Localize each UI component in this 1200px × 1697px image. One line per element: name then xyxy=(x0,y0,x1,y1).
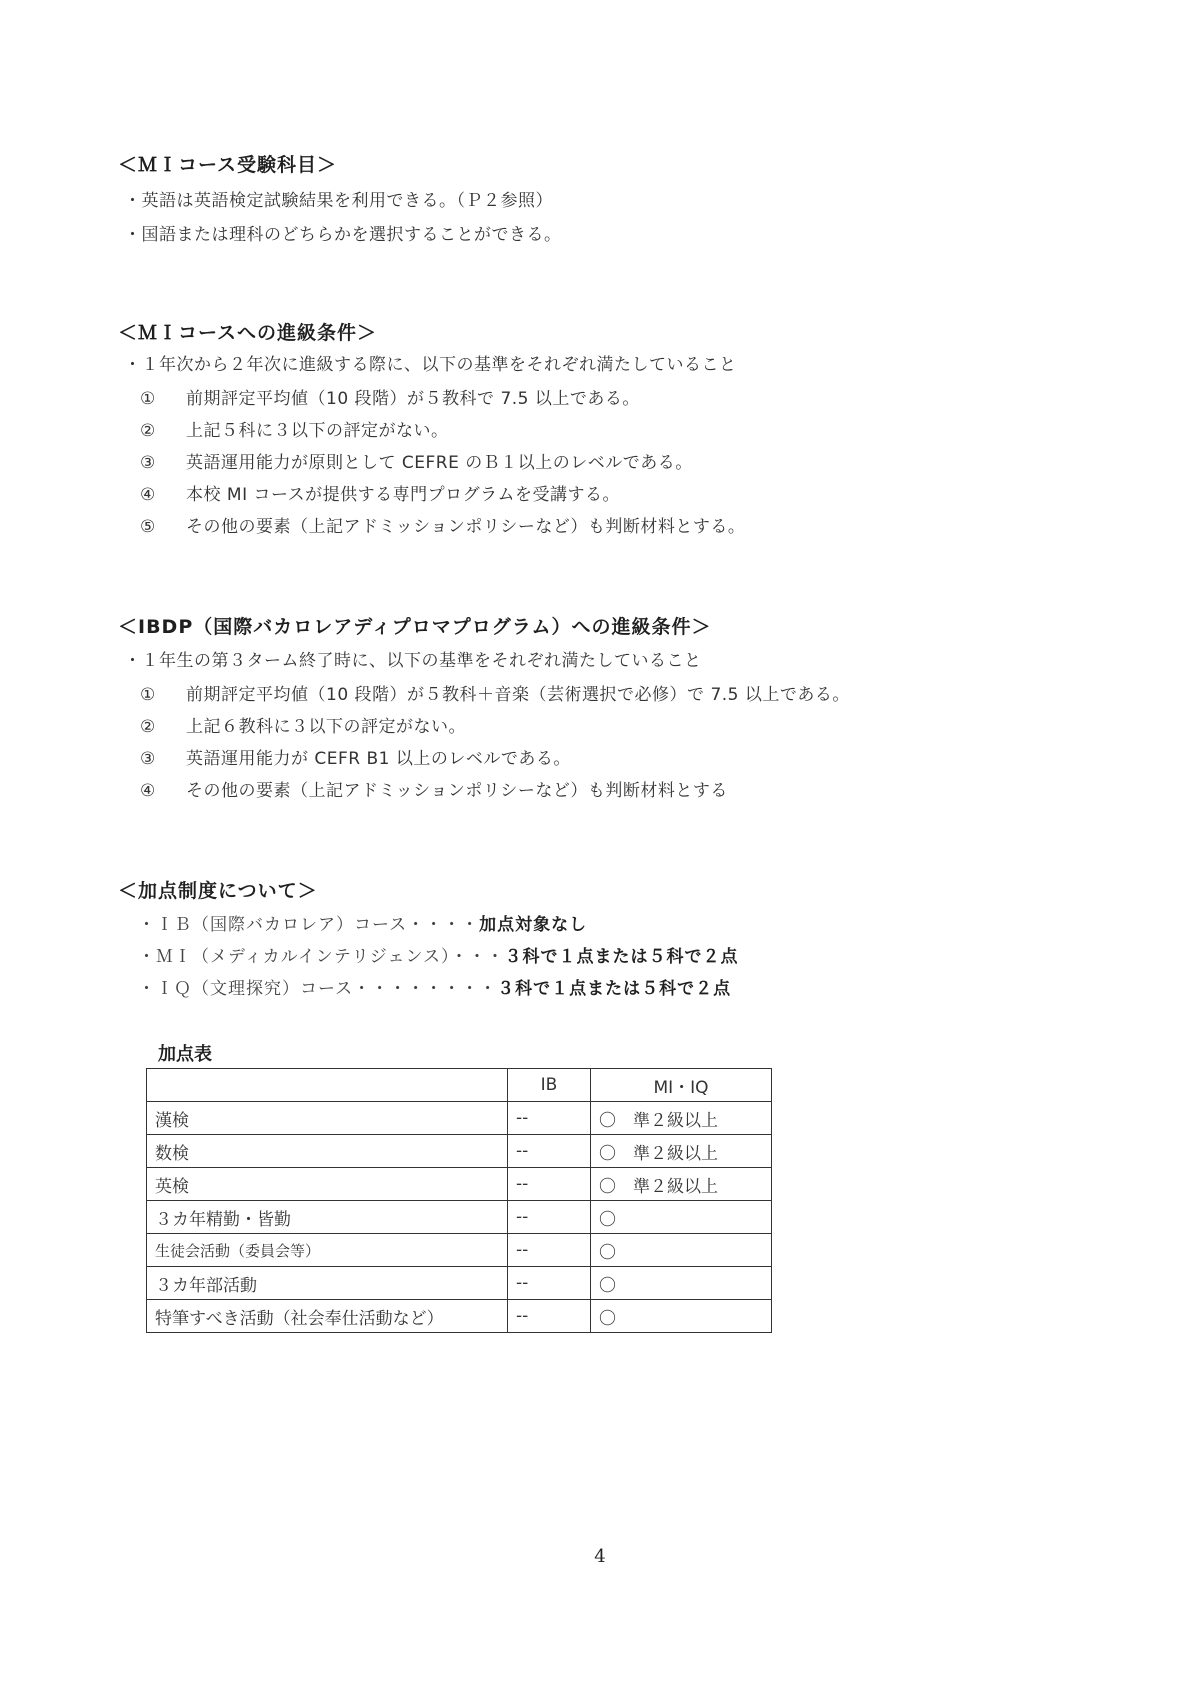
mi-promotion-heading: ＜ＭＩコースへの進級条件＞ xyxy=(118,322,378,344)
page-number: 4 xyxy=(594,1546,606,1567)
table-row xyxy=(147,1168,772,1201)
mi-promotion-item-1 xyxy=(140,384,640,409)
mi-promotion-item-2 xyxy=(140,416,449,441)
bonus-value: 加点対象なし xyxy=(479,915,588,935)
table-row xyxy=(147,1201,772,1234)
table-row xyxy=(147,1135,772,1168)
item-text: 英語運用能力が CEFR B1 以上のレベルである。 xyxy=(186,749,571,769)
bonus-label: ・ＩＱ（文理探究）コース・・・・・・・・ xyxy=(138,979,498,999)
item-text: 前期評定平均値（10 段階）が５教科で 7.5 以上である。 xyxy=(186,389,640,409)
table-cell-mi-iq: 〇 xyxy=(591,1267,772,1300)
table-cell-item: ３カ年部活動 xyxy=(147,1267,508,1300)
item-number: ③ xyxy=(140,453,156,473)
table-cell-item: 英検 xyxy=(147,1168,508,1201)
ibdp-promotion-intro: ・１年生の第３ターム終了時に、以下の基準をそれぞれ満たしていること xyxy=(124,651,702,671)
mi-subjects-heading: ＜ＭＩコース受験科目＞ xyxy=(118,154,338,176)
item-text: 上記６教科に３以下の評定がない。 xyxy=(186,717,466,737)
table-cell-mi-iq: 〇 準２級以上 xyxy=(591,1168,772,1201)
header-cell-mi-iq: MI・IQ xyxy=(591,1069,772,1102)
item-number: ④ xyxy=(140,485,156,505)
table-cell-mi-iq: 〇 xyxy=(591,1300,772,1333)
table-cell-item: 数検 xyxy=(147,1135,508,1168)
item-number: ⑤ xyxy=(140,517,156,537)
bonus-line-ib xyxy=(138,910,587,935)
table-cell-mi-iq: 〇 準２級以上 xyxy=(591,1135,772,1168)
bonus-value: ３科で１点または５科で２点 xyxy=(504,947,739,967)
table-cell-mi-iq: 〇 準２級以上 xyxy=(591,1102,772,1135)
table-row xyxy=(147,1300,772,1333)
bonus-line-mi xyxy=(138,942,738,967)
table-cell-ib: -- xyxy=(508,1201,591,1234)
header-cell-ib: IB xyxy=(508,1069,591,1102)
item-number: ④ xyxy=(140,781,156,801)
table-cell-ib: -- xyxy=(508,1168,591,1201)
mi-subjects-line-1: ・英語は英語検定試験結果を利用できる。（Ｐ２参照） xyxy=(124,191,553,211)
item-text: 上記５科に３以下の評定がない。 xyxy=(186,421,449,441)
item-number: ① xyxy=(140,389,156,409)
bonus-label: ・ＭＩ（メディカルインテリジェンス）・・・ xyxy=(138,947,505,967)
item-text: 前期評定平均値（10 段階）が５教科＋音楽（芸術選択で必修）で 7.5 以上である。 xyxy=(186,685,850,705)
item-text: 本校 MI コースが提供する専門プログラムを受講する。 xyxy=(186,485,620,505)
item-number: ③ xyxy=(140,749,156,769)
table-header-row xyxy=(147,1069,772,1102)
header-cell-item xyxy=(147,1069,508,1102)
mi-promotion-item-5 xyxy=(140,512,745,537)
table-cell-item: 特筆すべき活動（社会奉仕活動など） xyxy=(147,1300,508,1333)
bonus-heading: ＜加点制度について＞ xyxy=(118,880,318,902)
ibdp-promotion-item-1 xyxy=(140,680,850,705)
table-row xyxy=(147,1102,772,1135)
table-cell-ib: -- xyxy=(508,1300,591,1333)
bonus-table-title: 加点表 xyxy=(158,1044,212,1065)
mi-promotion-item-3 xyxy=(140,448,693,473)
ibdp-promotion-item-3 xyxy=(140,744,571,769)
mi-subjects-line-2: ・国語または理科のどちらかを選択することができる。 xyxy=(124,225,562,245)
ibdp-promotion-item-2 xyxy=(140,712,466,737)
table-cell-mi-iq: 〇 xyxy=(591,1234,772,1267)
table-row xyxy=(147,1234,772,1267)
item-number: ② xyxy=(140,717,156,737)
item-text: 英語運用能力が原則として CEFRE のＢ１以上のレベルである。 xyxy=(186,453,693,473)
item-text: その他の要素（上記アドミッションポリシーなど）も判断材料とする xyxy=(186,781,728,801)
ibdp-promotion-heading: ＜IBDP（国際バカロレアディプロマプログラム）への進級条件＞ xyxy=(118,616,712,638)
bonus-line-iq xyxy=(138,974,731,999)
table-cell-item: 生徒会活動（委員会等） xyxy=(147,1234,508,1267)
item-number: ① xyxy=(140,685,156,705)
mi-promotion-intro: ・１年次から２年次に進級する際に、以下の基準をそれぞれ満たしていること xyxy=(124,355,737,375)
table-cell-ib: -- xyxy=(508,1267,591,1300)
table-cell-item: ３カ年精勤・皆勤 xyxy=(147,1201,508,1234)
item-text: その他の要素（上記アドミッションポリシーなど）も判断材料とする。 xyxy=(186,517,746,537)
bonus-value: ３科で１点または５科で２点 xyxy=(497,979,732,999)
table-row xyxy=(147,1267,772,1300)
table-cell-mi-iq: 〇 xyxy=(591,1201,772,1234)
table-cell-ib: -- xyxy=(508,1135,591,1168)
bonus-table xyxy=(146,1068,772,1333)
ibdp-promotion-item-4 xyxy=(140,776,728,801)
table-cell-ib: -- xyxy=(508,1102,591,1135)
mi-promotion-item-4 xyxy=(140,480,620,505)
table-cell-item: 漢検 xyxy=(147,1102,508,1135)
bonus-label: ・ＩＢ（国際バカロレア）コース・・・・ xyxy=(138,915,480,935)
item-number: ② xyxy=(140,421,156,441)
table-cell-ib: -- xyxy=(508,1234,591,1267)
